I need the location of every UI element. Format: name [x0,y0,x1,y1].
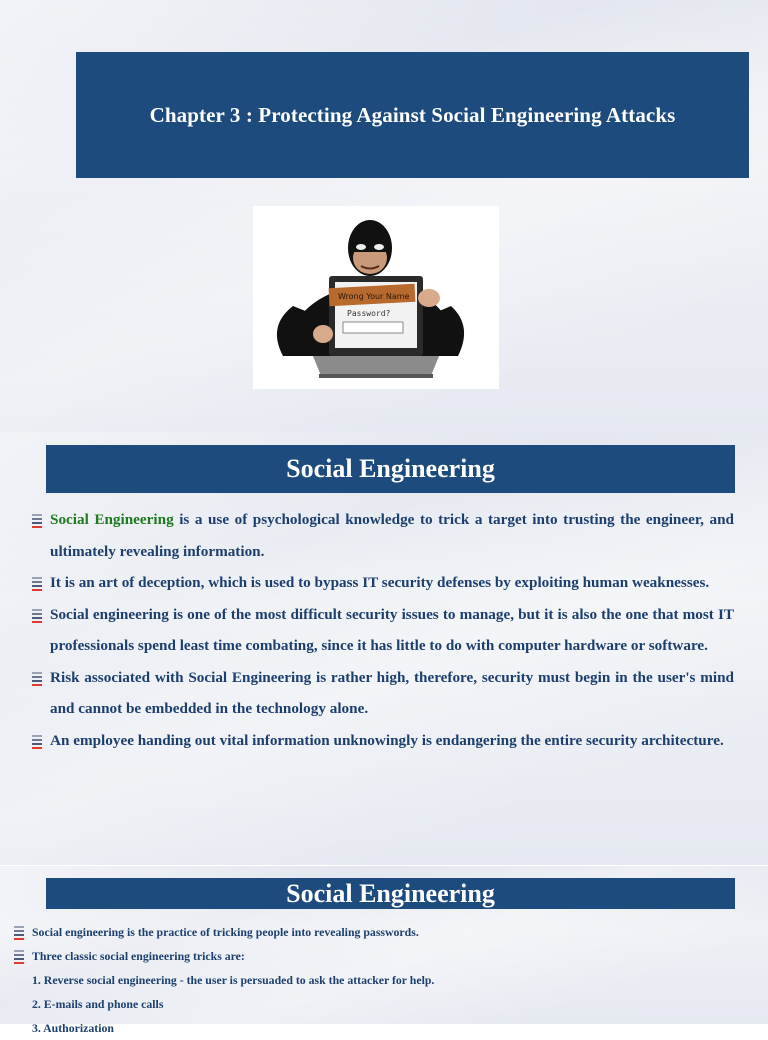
list-item [14,920,734,944]
list-item [32,599,734,662]
slide-2 [0,432,768,865]
title-banner [76,52,749,178]
chapter-title: Chapter 3 : Protecting Against Social Engineering Attacks [149,102,676,127]
bullet-icon [14,950,24,964]
section-heading: Social Engineering [286,878,495,908]
bullet-list [32,504,734,756]
bullet-text: is a use of psychological knowledge to trick a target into trusting the engineer, and ultimately revealing information. [50,511,734,560]
highlight-term: Social Engineering [50,511,174,528]
numbered-item: 1. Reverse social engineering - the user is persuaded to ask the attacker for help. [32,973,435,987]
slide-3 [0,866,768,1035]
bullet-text: Risk associated with Social Engineering is rather high, therefore, security must begin in the user's mind and cannot be embedded in the technology alone. [50,668,734,717]
section-heading: Social Engineering [286,454,495,483]
numbered-item: 3. Authorization [32,1021,114,1035]
hacker-illustration [253,206,499,389]
hacker-laptop-image [253,206,499,389]
list-item [14,944,734,968]
list-item [32,662,734,725]
list-item [32,504,734,567]
banner-text: Wrong Your Name [338,292,410,301]
password-prompt: Password? [347,309,391,318]
bullet-icon [32,735,42,749]
section-heading-bar [46,878,735,909]
bullet-text: Social engineering is one of the most difficult security issues to manage, but it is also the one that most IT professionals spend least time combating, since it has little to do with computer hardware or software. [50,605,734,654]
numbered-item: 2. E-mails and phone calls [32,997,164,1011]
bullet-text: It is an art of deception, which is used to bypass IT security defenses by exploiting human weaknesses. [50,574,710,591]
section-heading-bar [46,445,735,493]
bullet-text: An employee handing out vital information unknowingly is endangering the entire security architecture. [50,731,724,749]
list-item [32,725,734,757]
bullet-icon [32,514,42,528]
list-item [32,567,734,599]
bullet-icon [32,609,42,623]
bullet-icon [32,672,42,686]
bullet-text: Social engineering is the practice of tricking people into revealing passwords. [32,925,419,939]
bullet-list [14,920,734,1040]
bullet-icon [32,577,42,591]
bullet-text: Three classic social engineering tricks are: [32,949,245,963]
bullet-icon [14,926,24,940]
slide-1 [0,0,768,432]
